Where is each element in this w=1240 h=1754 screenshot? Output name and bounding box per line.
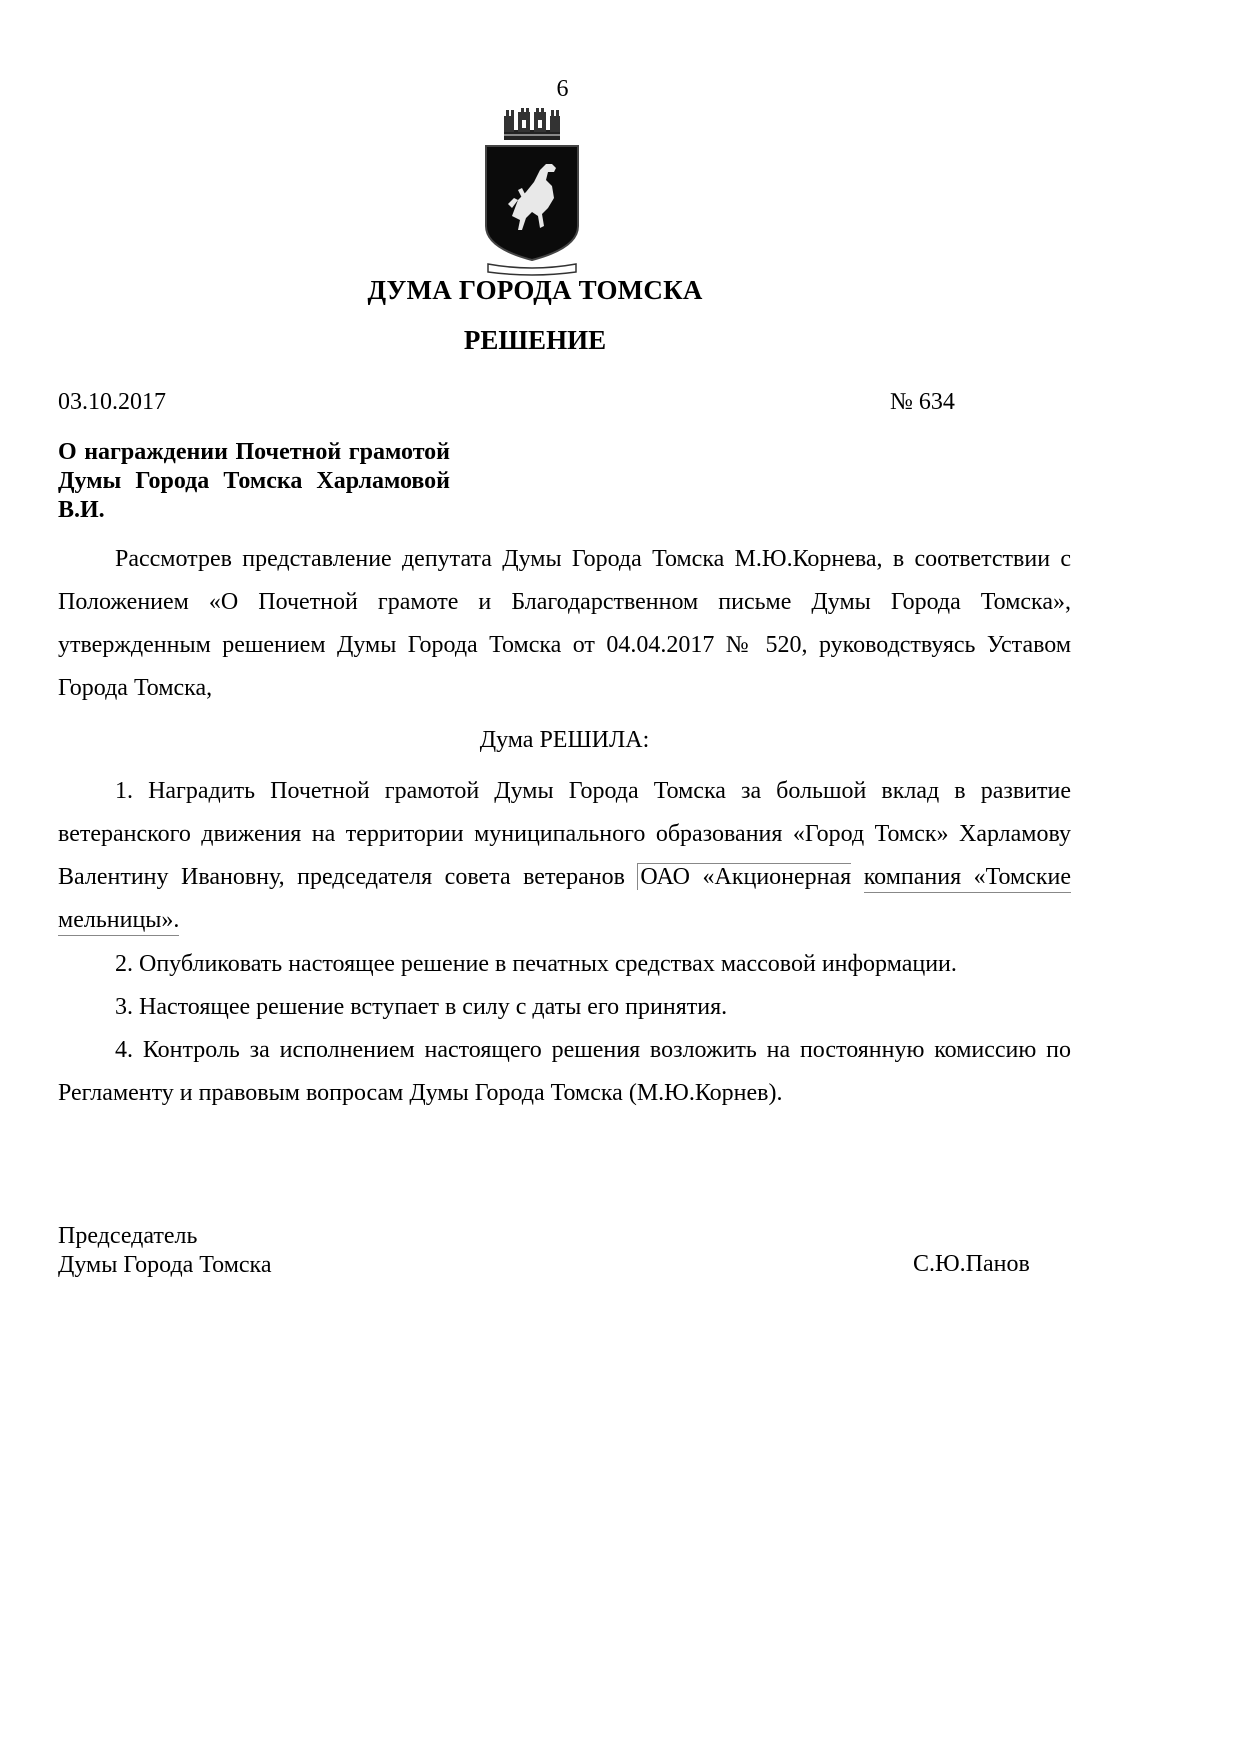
tracked-change: компания «Томские мельницы». <box>58 864 1071 936</box>
tracked-change: ОАО «Акционерная <box>637 863 851 890</box>
signatory-title-line: Думы Города Томска <box>58 1252 272 1278</box>
tomsk-coat-of-arms-icon <box>482 108 582 276</box>
document-subject: О награждении Почетной грамотой Думы Города Томска Харламовой В.И. <box>58 439 450 523</box>
page-number: 6 <box>556 76 569 102</box>
signatory-name: С.Ю.Панов <box>913 1251 1030 1277</box>
item-2: 2. Опубликовать настоящее решение в печатных средствах массовой информации. <box>115 951 957 977</box>
preamble-paragraph: Рассмотрев представление депутата Думы Города Томска М.Ю.Корнева, в соответствии с Положением «О Почетной грамоте и Благодарственном письме Думы Города Томска», утвержденным решением Думы Города Томска от 04.04.2017 № 520, руководствуясь Уставом Города Томска, <box>58 546 1071 701</box>
document-number: № 634 <box>890 389 955 415</box>
document-body <box>58 538 1071 1115</box>
item-4: 4. Контроль за исполнением настоящего решения возложить на постоянную комиссию по Регламенту и правовым вопросам Думы Города Томска (М.Ю.Корнев). <box>58 1037 1071 1106</box>
document-type: РЕШЕНИЕ <box>463 325 607 355</box>
motto-ribbon <box>488 264 576 275</box>
item-1 <box>58 770 1071 942</box>
item-3: 3. Настоящее решение вступает в силу с даты его принятия. <box>115 994 728 1020</box>
signatory-title-line: Председатель <box>58 1223 198 1249</box>
organization-title: ДУМА ГОРОДА ТОМСКА <box>367 275 703 305</box>
decision-heading: Дума РЕШИЛА: <box>479 727 650 753</box>
crown-icon <box>504 108 560 140</box>
item-1-text: 1. Наградить Почетной грамотой Думы Города Томска за большой вклад в развитие ветеранского движения на территории муниципального образования «Город Томск» Харламову Валентину Ивановну, председателя совета ветеранов <box>58 778 1071 890</box>
signatory-title <box>58 1222 272 1280</box>
document-date: 03.10.2017 <box>58 389 166 415</box>
